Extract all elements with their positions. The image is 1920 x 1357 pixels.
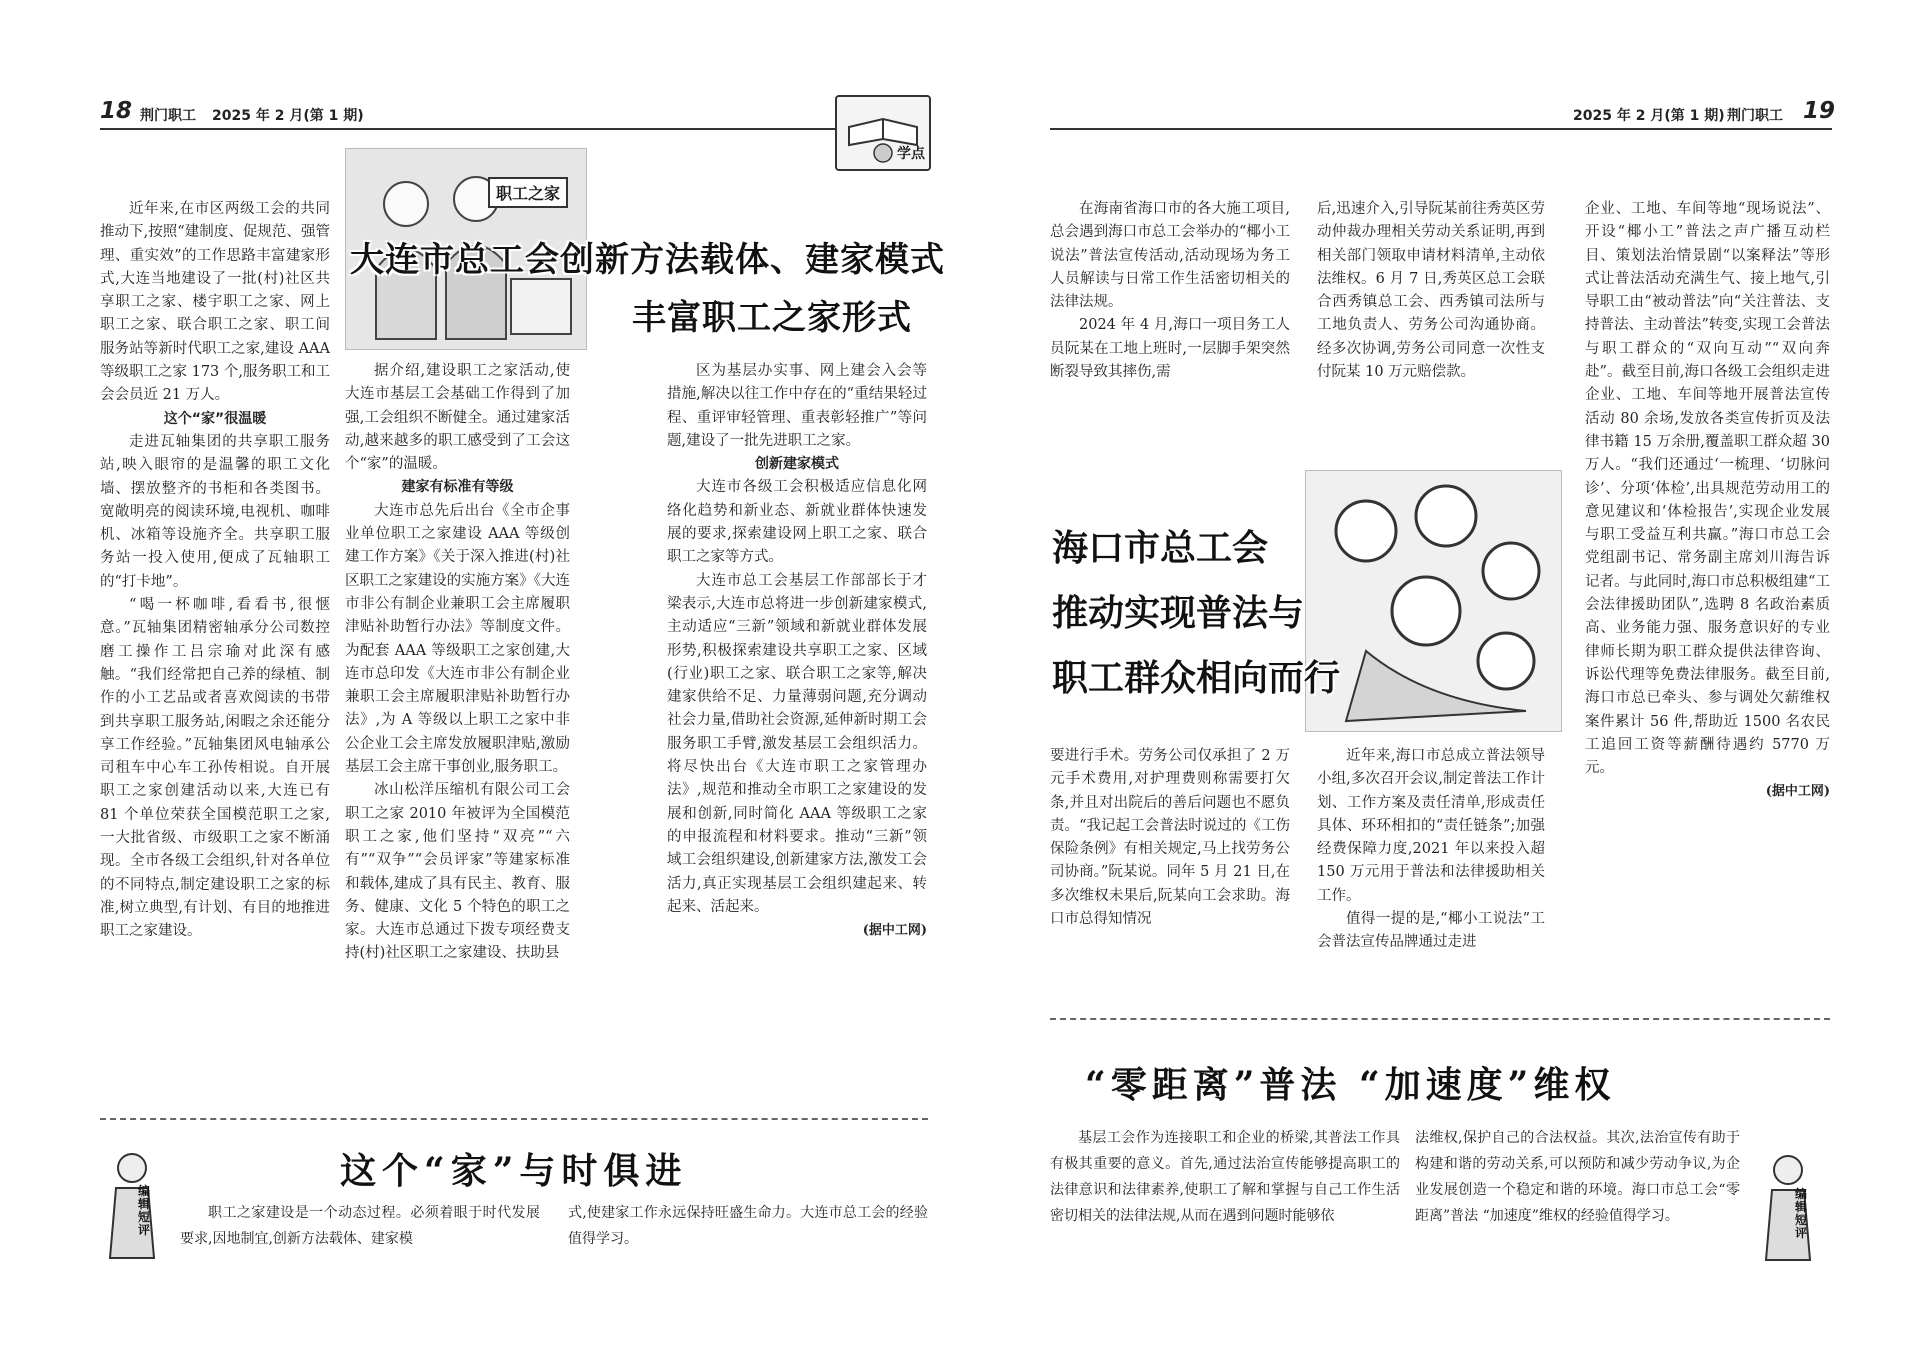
section-subheading: 创新建家模式	[755, 456, 839, 473]
workers-cartoon-drawing	[1306, 471, 1561, 731]
article1-column-3	[585, 360, 927, 1088]
article2-title-line2: 推动实现普法与	[1052, 593, 1305, 634]
article2-top-column-2	[1317, 198, 1545, 446]
left-editorial-col1: 职工之家建设是一个动态过程。必须着眼于时代发展要求,因地制宜,创新方法载体、建家模	[180, 1205, 540, 1247]
right-publication-name: 荆门职工	[1727, 108, 1783, 124]
right-editorial-divider	[1050, 1018, 1830, 1020]
article2-bottom-column-1	[1050, 745, 1290, 985]
paragraph: “喝一杯咖啡,看看书,很惬意。”瓦轴集团精密轴承分公司数控磨工操作工吕宗瑜对此深有感触。“我们经常把自己养的绿植、制作的小工艺品或者喜欢阅读的书带到共享职工服务站,闲暇之余还能分享工作经验。”瓦轴集团风电轴承公司租车中心车工孙传相说。自开展职工之家创建活动以来,大连已有 81 个单位荣获全国模范职工之家,一大批省级、市级职工之家不断涌现。全市各级工会组织,针对各单位的不同特点,制定建设职工之家的标准,树立典型,有计划、有目的地推进职工之家建设。	[100, 597, 330, 940]
paragraph: 后,迅速介入,引导阮某前往秀英区劳动仲裁办理相关劳动关系证明,再到相关部门领取申请材料清单,主动依法维权。6 月 7 日,秀英区总工会联合西秀镇总工会、西秀镇司法所与工地负责人、劳务公司沟通协商。经多次协调,劳务公司同意一次性支付阮某 10 万元赔偿款。	[1317, 201, 1545, 381]
article1-column-2	[345, 360, 570, 1088]
article1-title-line2: 丰富职工之家形式	[632, 298, 912, 338]
left-issue-date: 2025 年 2 月(第 1 期)	[212, 108, 364, 124]
paragraph: 据介绍,建设职工之家活动,使大连市基层工会基础工作得到了加强,工会组织不断健全。通过建家活动,越来越多的职工感受到了工会这个“家”的温暖。	[345, 363, 570, 473]
right-editorial-title: “零距离”普法 “加速度”维权	[1085, 1064, 1616, 1106]
source-credit: (据中工网)	[1765, 784, 1830, 800]
paragraph: 冰山松洋压缩机有限公司工会职工之家 2010 年被评为全国模范职工之家,他们坚持“双亮”“六有”“双争”“会员评家”等建家标准和载体,建成了具有民主、教育、服务、健康、文化 5 个特色的职工之家。大连市总通过下拨专项经费支持(村)社区职工之家建设、扶助县	[345, 782, 570, 962]
right-header-rule	[1050, 128, 1832, 130]
illustration-label: 职工之家	[488, 177, 568, 208]
paragraph: 大连市总先后出台《全市企事业单位职工之家建设 AAA 等级创建工作方案》《关于深入推进(村)社区职工之家建设的实施方案》《大连市非公有制企业兼职工会主席履职津贴补助暂行办法》等制度文件。为配套 AAA 等级职工之家创建,大连市总印发《大连市非公有制企业兼职工会主席履职津贴补助暂行办法》,为 A 等级以上职工之家中非公企业工会主席发放履职津贴,激励基层工会主席干事创业,服务职工。	[345, 502, 570, 776]
editor-figure-right	[1758, 1150, 1828, 1265]
section-subheading: 建家有标准有等级	[401, 479, 514, 496]
left-editorial-title: 这个“家”与时俱进	[340, 1150, 688, 1192]
left-editorial-col2: 式,使建家工作永远保持旺盛生命力。大连市总工会的经验值得学习。	[568, 1205, 928, 1247]
editor-cartoon-icon-right	[1758, 1150, 1818, 1265]
article2-title-line1: 海口市总工会	[1052, 528, 1269, 569]
source-credit: (据中工网)	[862, 923, 927, 939]
section-badge-label: 学点	[897, 146, 925, 162]
paragraph: 近年来,在市区两级工会的共同推动下,按照“建制度、促规范、强管理、重实效”的工作思路丰富建家形式,大连当地建设了一批(村)社区共享职工之家、楼宇职工之家、网上职工之家、联合职工之家、职工间服务站等新时代职工之家,建设 AAA 等级职工之家 173 个,服务职工和工会会员近 21 万人。	[100, 201, 330, 404]
paragraph: 近年来,海口市总成立普法领导小组,多次召开会议,制定普法工作计划、工作方案及责任清单,形成责任具体、环环相扣的“责任链条”;加强经费保障力度,2021 年以来投入超 150 万元用于普法和法律援助相关工作。	[1317, 748, 1545, 904]
right-page-number: 19	[1803, 98, 1836, 124]
right-issue-date: 2025 年 2 月(第 1 期)	[1573, 108, 1725, 124]
editor-cartoon-icon	[102, 1148, 162, 1263]
article2-bottom-column-2	[1317, 745, 1545, 985]
paragraph: 要进行手术。劳务公司仅承担了 2 万元手术费用,对护理费则称需要打欠条,并且对出院后的善后问题也不愿负责。“我记起工会普法时说过的《工伤保险条例》有相关规定,马上找劳务公司协商。”阮某说。同年 5 月 21 日,在多次维权未果后,阮某向工会求助。海口市总得知情况	[1050, 748, 1290, 928]
paragraph: 值得一提的是,“椰小工说法”工会普法宣传品牌通过走进	[1317, 911, 1545, 951]
paragraph: 2024 年 4 月,海口一项目务工人员阮某在工地上班时,一层脚手架突然断裂导致其摔伤,需	[1050, 317, 1290, 381]
left-page-number: 18	[100, 98, 133, 124]
article2-top-column-1	[1050, 198, 1290, 446]
editorial-label-right: 编辑短评	[1795, 1187, 1808, 1240]
right-editorial-col1: 基层工会作为连接职工和企业的桥梁,其普法工作具有极其重要的意义。首先,通过法治宣传能够提高职工的法律意识和法律素养,使职工了解和掌握与自己工作生活密切相关的法律法规,从而在遇到问题时能够依	[1050, 1130, 1400, 1224]
article1-column-1	[100, 198, 330, 1088]
paragraph: 区为基层办实事、网上建会入会等措施,解决以往工作中存在的“重结果轻过程、重评审轻管理、重表彰轻推广”等问题,建设了一批先进职工之家。	[667, 363, 927, 449]
editorial-label-left: 编辑短评	[138, 1184, 151, 1237]
chefs-illustration	[1305, 470, 1562, 732]
paragraph: 企业、工地、车间等地“现场说法”、开设“椰小工”普法之声广播互动栏目、策划法治情景剧“以案释法”等形式让普法活动充满生气、接上地气,引导职工由“被动普法”向“关注普法、支持普法、主动普法”转变,实现工会普法与职工群众的“双向互动”“双向奔赴”。截至目前,海口各级工会组织走进企业、工地、车间等地开展普法宣传活动 80 余场,发放各类宣传折页及法律书籍 15 万余册,覆盖职工群众超 30 万人。“我们还通过‘一梳理、‘切脉问诊’、分项‘体检’,出具规范劳动用工的意见建议和‘体检报告’,实现企业发展与职工受益互利共赢。”海口市总工会党组副书记、常务副主席刘川海告诉记者。与此同时,海口市总积极组建“工会法律援助团队”,选聘 8 名政治素质高、业务能力强、服务意识好的专业律师长期为职工群众提供法律咨询、诉讼代理等免费法律服务。截至目前,海口市总已牵头、参与调处欠薪维权案件累计 56 件,帮助近 1500 名农民工追回工资等薪酬待遇约 5770 万元。	[1585, 201, 1830, 777]
paragraph: 走进瓦轴集团的共享职工服务站,映入眼帘的是温馨的职工文化墙、摆放整齐的书柜和各类图书。宽敞明亮的阅读环境,电视机、咖啡机、冰箱等设施齐全。共享职工服务站一投入使用,便成了瓦轴职工的“打卡地”。	[100, 433, 330, 590]
section-badge	[835, 95, 931, 171]
section-subheading: 这个“家”很温暖	[163, 410, 267, 427]
left-header-rule	[100, 128, 928, 130]
article2-title-line3: 职工群众相向而行	[1052, 658, 1341, 699]
paragraph: 大连市总工会基层工作部部长于才梁表示,大连市总将进一步创新建家模式,主动适应“三新”领域和新就业群体发展形势,积极探索建设共享职工之家、区域(行业)职工之家、联合职工之家等,解决建家供给不足、力量薄弱问题,充分调动社会力量,借助社会资源,延伸新时期工会服务职工手臂,激发基层工会组织活力。将尽快出台《大连市职工之家管理办法》,规范和推动全市职工之家建设的发展和创新,同时简化 AAA 等级职工之家的申报流程和材料要求。推动“三新”领域工会组织建设,创新建家方法,激发工会活力,真正实现基层工会组织建起来、转起来、活起来。	[667, 572, 927, 915]
left-publication-name: 荆门职工	[140, 108, 196, 124]
editor-figure-left	[102, 1148, 172, 1263]
right-editorial-col2: 法维权,保护自己的合法权益。其次,法治宣传有助于构建和谐的劳动关系,可以预防和减少劳动争议,为企业发展创造一个稳定和谐的环境。海口市总工会“零距离”普法 “加速度”维权的经验值得学习。	[1415, 1130, 1740, 1224]
paragraph: 大连市各级工会积极适应信息化网络化趋势和新业态、新就业群体快速发展的要求,探索建设网上职工之家、联合职工之家等方式。	[667, 479, 927, 566]
article2-column-3	[1585, 198, 1830, 988]
article1-title-line1: 大连市总工会创新方法载体、建家模式	[350, 240, 945, 280]
left-editorial-divider	[100, 1118, 928, 1120]
paragraph: 在海南省海口市的各大施工项目,总会遇到海口市总工会举办的“椰小工说法”普法宣传活动,活动现场为务工人员解读与日常工作生活密切相关的法律法规。	[1050, 201, 1290, 311]
